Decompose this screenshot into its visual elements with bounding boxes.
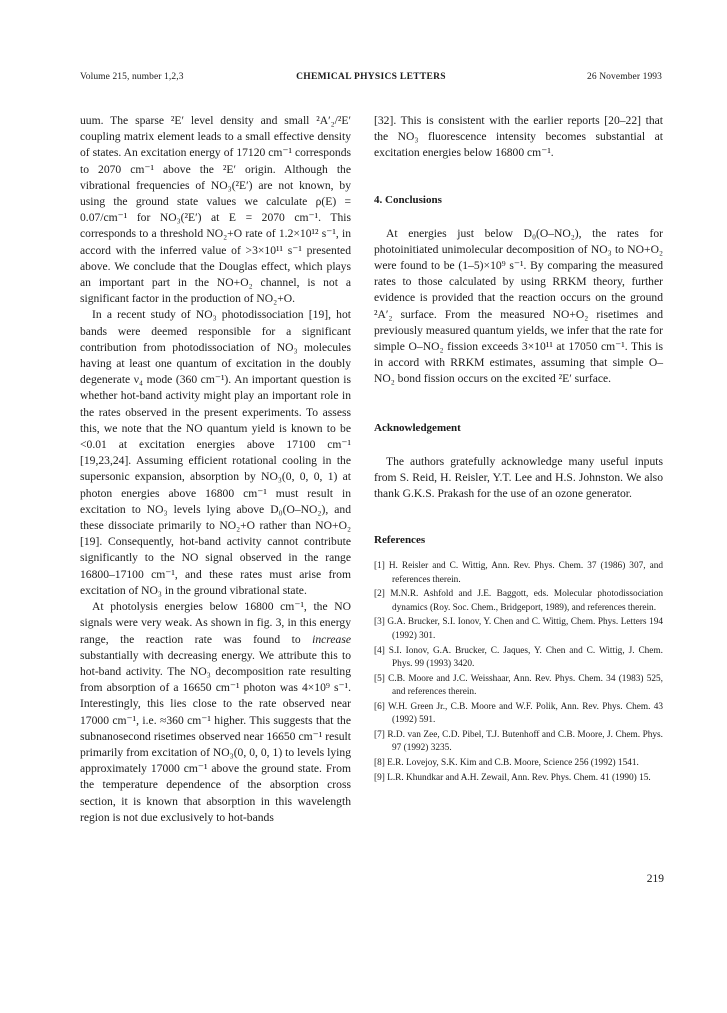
paragraph-low-energy [80, 599, 351, 826]
running-header [80, 72, 662, 86]
reference-item: [7] R.D. van Zee, C.D. Pibel, T.J. Butenhoff and C.B. Moore, J. Chem. Phys. 97 (1992) 3235. [374, 729, 663, 754]
reference-list [374, 560, 663, 785]
right-column [374, 113, 663, 787]
references-heading: References [374, 534, 426, 547]
reference-item: [2] M.N.R. Ashfold and J.E. Baggott, eds. Molecular photodissociation dynamics (Roy. Soc. Chem., Bridgeport, 1989), and references therein. [374, 589, 663, 613]
issue-date: 26 November 1993 [587, 72, 662, 82]
left-column [80, 113, 351, 826]
paragraph-low-energy-part1: At photolysis energies below 16800 cm⁻¹, the NO signals were very weak. As shown in fig. 3, in this energy range, the reaction rate was found to [80, 600, 351, 646]
reference-item: [5] C.B. Moore and J.C. Weisshaar, Ann. Rev. Phys. Chem. 34 (1983) 525, and references therein. [374, 673, 663, 697]
reference-item: [8] E.R. Lovejoy, S.K. Kim and C.B. Moore, Science 256 (1992) 1541. [374, 757, 639, 768]
emphasis-increase: increase [312, 632, 351, 646]
conclusions-paragraph: At energies just below D₀(O–NO₂), the rates for photoinitiated unimolecular decomposition of NO₃ to NO+O₂ were found to be (1–5)×10⁹ s⁻¹. By comparing the measured rates to those calculated by using RRKM theory, further evidence is provided that the reaction occurs on the ground ²A′₂ surface. From the measured NO+O₂ risetimes and previously measured quantum yields, we infer that the rate for simple O–NO₂ fission exceeds 3×10¹¹ at 17050 cm⁻¹. This is in accord with RRKM estimates, assuming that simple O–NO₂ bond fission occurs on the excited ²E′ surface. [374, 226, 663, 386]
page-number: 219 [646, 873, 664, 885]
volume-info: Volume 215, number 1,2,3 [80, 72, 184, 82]
reference-item: [6] W.H. Green Jr., C.B. Moore and W.F. Polik, Ann. Rev. Phys. Chem. 43 (1992) 591. [374, 701, 663, 726]
paragraph-low-energy-part2: substantially with decreasing energy. We attribute this to hot-band activity. The NO₃ decomposition rate resulting from absorption of a 16650 cm⁻¹ photon was 4×10⁹ s⁻¹. Interestingly, this lies close to the rate observed near 17000 cm⁻¹, i.e. ≈360 cm⁻¹ higher. This suggests that the subnanosecond risetimes observed near 16650 cm⁻¹ result primarily from excitation of NO₃(0, 0, 0, 1) to levels lying approximately 17000 cm⁻¹ above the ground state. From the temperature dependence of the absorption cross section, it is known that absorption in this wavelength region is not due exclusively to hot-bands [80, 648, 351, 824]
reference-item: [9] L.R. Khundkar and A.H. Zewail, Ann. Rev. Phys. Chem. 41 (1990) 15. [374, 772, 651, 783]
paragraph-hot-bands: In a recent study of NO₃ photodissociation [19], hot bands were deemed responsible for a significant contribution from photodissociation of NO₃ molecules having at least one quantum of excitation in the doubly degenerate ν₄ mode (360 cm⁻¹). An important question is whether hot-band activity might play an important role in the rates observed in the present experiments. To assess this, we note that the NO quantum yield is known to be <0.01 at excitation energies above 17100 cm⁻¹ [19,23,24]. Assuming efficient rotational cooling in the supersonic expansion, absorption by NO₃(0, 0, 0, 1) at photon energies above 16800 cm⁻¹ must result in excitation to NO₃ levels lying above D₀(O–NO₂), and these dissociate primarily to NO₂+O rather than NO+O₂ [19]. Consequently, hot-band activity cannot contribute significantly to the NO signal observed in the range 16800–17100 cm⁻¹, and these rates must arise from excitation of NO₃ in the ground vibrational state. [80, 308, 351, 597]
paragraph-continuation: uum. The sparse ²E′ level density and small ²A′₂/²E′ coupling matrix element leads to a small effective density of states. An excitation energy of 17120 cm⁻¹ corresponds to 2070 cm⁻¹ above the ²E′ origin. Although the vibrational frequencies of NO₃(²E′) are not known, by using the ground state values we calculate ρ(E) = 0.07/cm⁻¹ for NO₃(²E′) at E = 2070 cm⁻¹. This corresponds to a threshold NO₂+O rate of 1.2×10¹² s⁻¹, in accord with the inferred value of >3×10¹¹ s⁻¹ presented above. We conclude that the Douglas effect, which plays an important part in the NO+O₂ channel, is not a significant factor in the production of NO₂+O. [80, 114, 351, 306]
acknowledgement-heading: Acknowledgement [374, 421, 461, 434]
journal-title: CHEMICAL PHYSICS LETTERS [296, 72, 446, 82]
acknowledgement-paragraph: The authors gratefully acknowledge many useful inputs from S. Reid, H. Reisler, Y.T. Lee and H.S. Johnston. We also thank G.K.S. Prakash for the use of an ozone generator. [374, 454, 663, 501]
reference-item: [1] H. Reisler and C. Wittig, Ann. Rev. Phys. Chem. 37 (1986) 307, and references therein. [374, 561, 663, 585]
paragraph-fluorescence: [32]. This is consistent with the earlier reports [20–22] that the NO₃ fluorescence intensity becomes substantial at excitation energies below 16800 cm⁻¹. [374, 114, 663, 160]
conclusions-heading: 4. Conclusions [374, 193, 442, 206]
reference-item: [3] G.A. Brucker, S.I. Ionov, Y. Chen and C. Wittig, Chem. Phys. Letters 194 (1992) 301. [374, 617, 663, 641]
reference-item: [4] S.I. Ionov, G.A. Brucker, C. Jaques, Y. Chen and C. Wittig, J. Chem. Phys. 99 (1993) 3420. [374, 645, 663, 669]
